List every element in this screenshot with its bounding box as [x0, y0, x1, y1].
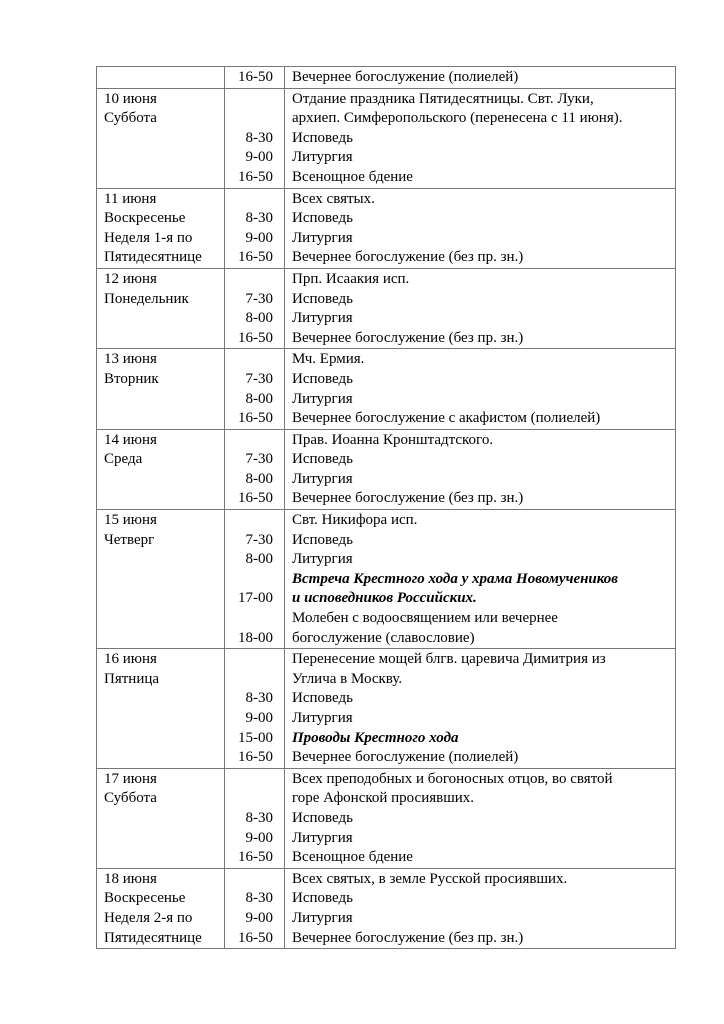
- date-line: Пятидесятнице: [104, 249, 202, 266]
- date-line: Неделя 1-я по: [104, 229, 193, 246]
- time-line: 16-50: [238, 329, 273, 346]
- time-line: 16-50: [238, 749, 273, 766]
- date-line: 14 июня: [104, 431, 157, 448]
- table-row: [97, 769, 675, 869]
- time-line: [227, 570, 273, 590]
- date-cell: [97, 769, 225, 868]
- date-line: Пятница: [104, 670, 160, 687]
- time-cell: [225, 869, 285, 948]
- time-line: [227, 90, 273, 110]
- time-cell: [225, 269, 285, 348]
- time-line: 9-00: [245, 710, 273, 726]
- service-line: горе Афонской просиявших.: [292, 790, 475, 807]
- service-line: Литургия: [292, 909, 353, 926]
- service-line: Литургия: [292, 470, 353, 487]
- date-line: 15 июня: [104, 512, 157, 529]
- service-line: Вечернее богослужение (без пр. зн.): [292, 490, 524, 507]
- service-line: Отдание праздника Пятидесятницы. Свт. Луки,: [292, 90, 594, 107]
- time-line: 16-50: [238, 249, 273, 266]
- date-line: Четверг: [104, 531, 155, 548]
- time-line: 8-00: [245, 390, 273, 407]
- time-line: 15-00: [238, 729, 273, 746]
- table-row: [97, 189, 675, 269]
- service-line: Перенесение мощей блгв. царевича Димитрия из: [292, 651, 606, 668]
- date-line: Вторник: [104, 370, 159, 387]
- service-line: Литургия: [292, 551, 353, 568]
- time-cell: [225, 430, 285, 509]
- service-line: Прп. Исаакия исп.: [292, 270, 410, 287]
- date-line: Пятидесятнице: [104, 929, 202, 946]
- date-line: 17 июня: [104, 770, 157, 787]
- service-line: Исповедь: [292, 370, 353, 387]
- time-line: 16-50: [238, 929, 273, 946]
- service-line: Всех святых, в земле Русской просиявших.: [292, 870, 568, 887]
- date-line: 13 июня: [104, 351, 157, 368]
- time-line: 9-00: [245, 149, 273, 166]
- time-line: 17-00: [238, 590, 273, 607]
- service-line: Исповедь: [292, 290, 353, 307]
- table-row: [97, 67, 675, 89]
- service-line: Всех преподобных и богоносных отцов, во святой: [292, 770, 613, 787]
- date-cell: [97, 67, 225, 88]
- service-line: Литургия: [292, 829, 353, 846]
- date-line: Неделя 2-я по: [104, 909, 193, 926]
- time-line: 7-30: [245, 531, 273, 548]
- time-line: 7-30: [245, 451, 273, 468]
- table-row: [97, 649, 675, 769]
- service-cell: [285, 510, 675, 648]
- time-line: 7-30: [245, 290, 273, 307]
- service-line: Вечернее богослужение (полиелей): [292, 69, 519, 85]
- date-cell: [97, 649, 225, 768]
- time-cell: [225, 349, 285, 428]
- time-cell: [225, 769, 285, 868]
- service-line: Молебен с водоосвящением или вечернее: [292, 610, 558, 627]
- service-line: Литургия: [292, 149, 353, 166]
- time-line: [227, 190, 273, 210]
- date-cell: [97, 349, 225, 428]
- service-cell: [285, 89, 675, 188]
- table-row: [97, 869, 675, 949]
- service-line: Свт. Никифора исп.: [292, 512, 418, 529]
- service-line: Углича в Москву.: [292, 670, 403, 687]
- date-line: Суббота: [104, 110, 157, 127]
- service-line: Исповедь: [292, 890, 353, 907]
- service-cell: [285, 269, 675, 348]
- time-line: 18-00: [238, 629, 273, 646]
- time-line: 8-00: [245, 551, 273, 568]
- time-cell: [225, 189, 285, 268]
- date-line: 10 июня: [104, 90, 157, 107]
- service-line: Исповедь: [292, 210, 353, 227]
- service-line: Всенощное бдение: [292, 168, 413, 185]
- service-line: архиеп. Симферопольского (перенесена с 11 июня).: [292, 110, 623, 127]
- table-row: [97, 430, 675, 510]
- time-line: [227, 609, 273, 629]
- service-line: и исповедников Российских.: [292, 590, 477, 607]
- service-line: Исповедь: [292, 809, 353, 826]
- time-line: [227, 789, 273, 809]
- time-line: [227, 109, 273, 129]
- service-line: Вечернее богослужение (без пр. зн.): [292, 329, 524, 346]
- service-cell: [285, 189, 675, 268]
- time-line: [227, 670, 273, 690]
- table-row: [97, 269, 675, 349]
- service-line: Всех святых.: [292, 190, 375, 207]
- schedule-table: [96, 66, 676, 949]
- time-line: 7-30: [245, 370, 273, 387]
- date-cell: [97, 510, 225, 648]
- date-cell: [97, 89, 225, 188]
- time-cell: [225, 649, 285, 768]
- service-line: Исповедь: [292, 690, 353, 707]
- service-line: Вечернее богослужение (без пр. зн.): [292, 929, 524, 946]
- service-cell: [285, 430, 675, 509]
- service-cell: [285, 349, 675, 428]
- service-line: Исповедь: [292, 129, 353, 146]
- date-line: Понедельник: [104, 290, 189, 307]
- service-cell: [285, 769, 675, 868]
- service-line: Исповедь: [292, 451, 353, 468]
- table-row: [97, 349, 675, 429]
- date-line: 18 июня: [104, 870, 157, 887]
- date-line: Суббота: [104, 790, 157, 807]
- date-line: 11 июня: [104, 190, 157, 207]
- service-line: Литургия: [292, 710, 353, 726]
- time-line: 16-50: [238, 490, 273, 507]
- table-row: [97, 510, 675, 649]
- time-line: 9-00: [245, 829, 273, 846]
- time-line: [227, 511, 273, 531]
- time-line: [227, 350, 273, 370]
- date-line: 12 июня: [104, 270, 157, 287]
- table-row: [97, 89, 675, 189]
- time-line: 9-00: [245, 909, 273, 926]
- time-line: [227, 431, 273, 451]
- service-line: Литургия: [292, 310, 353, 327]
- service-line: Проводы Крестного хода: [292, 729, 459, 746]
- time-line: 8-00: [245, 470, 273, 487]
- service-line: Литургия: [292, 229, 353, 246]
- time-line: 16-50: [238, 410, 273, 427]
- time-line: [227, 870, 273, 890]
- time-line: [227, 650, 273, 670]
- service-line: Вечернее богослужение (полиелей): [292, 749, 519, 766]
- service-line: Вечернее богослужение (без пр. зн.): [292, 249, 524, 266]
- time-line: 8-00: [245, 310, 273, 327]
- service-cell: [285, 67, 675, 88]
- time-cell: [225, 89, 285, 188]
- date-line: 16 июня: [104, 651, 157, 668]
- time-cell: [225, 67, 285, 88]
- service-line: Встреча Крестного хода у храма Новомучеников: [292, 570, 619, 587]
- time-line: 8-30: [245, 210, 273, 227]
- date-line: Среда: [104, 451, 143, 468]
- time-line: 8-30: [245, 890, 273, 907]
- service-line: Всенощное бдение: [292, 849, 413, 866]
- service-line: Исповедь: [292, 531, 353, 548]
- service-line: Мч. Ермия.: [292, 351, 365, 368]
- date-cell: [97, 269, 225, 348]
- time-cell: [225, 510, 285, 648]
- time-line: 8-30: [245, 690, 273, 707]
- time-line: 16-50: [238, 69, 273, 85]
- time-line: [227, 270, 273, 290]
- service-cell: [285, 649, 675, 768]
- date-cell: [97, 430, 225, 509]
- date-line: Воскресенье: [104, 210, 186, 227]
- time-line: [227, 770, 273, 790]
- service-line: Прав. Иоанна Кронштадтского.: [292, 431, 494, 448]
- time-line: 8-30: [245, 809, 273, 826]
- service-line: Литургия: [292, 390, 353, 407]
- time-line: 16-50: [238, 849, 273, 866]
- service-line: богослужение (славословие): [292, 629, 475, 646]
- service-cell: [285, 869, 675, 948]
- time-line: 16-50: [238, 168, 273, 185]
- service-line: Вечернее богослужение с акафистом (полиелей): [292, 410, 601, 427]
- time-line: 9-00: [245, 229, 273, 246]
- date-line: Воскресенье: [104, 890, 186, 907]
- time-line: 8-30: [245, 129, 273, 146]
- date-cell: [97, 869, 225, 948]
- date-cell: [97, 189, 225, 268]
